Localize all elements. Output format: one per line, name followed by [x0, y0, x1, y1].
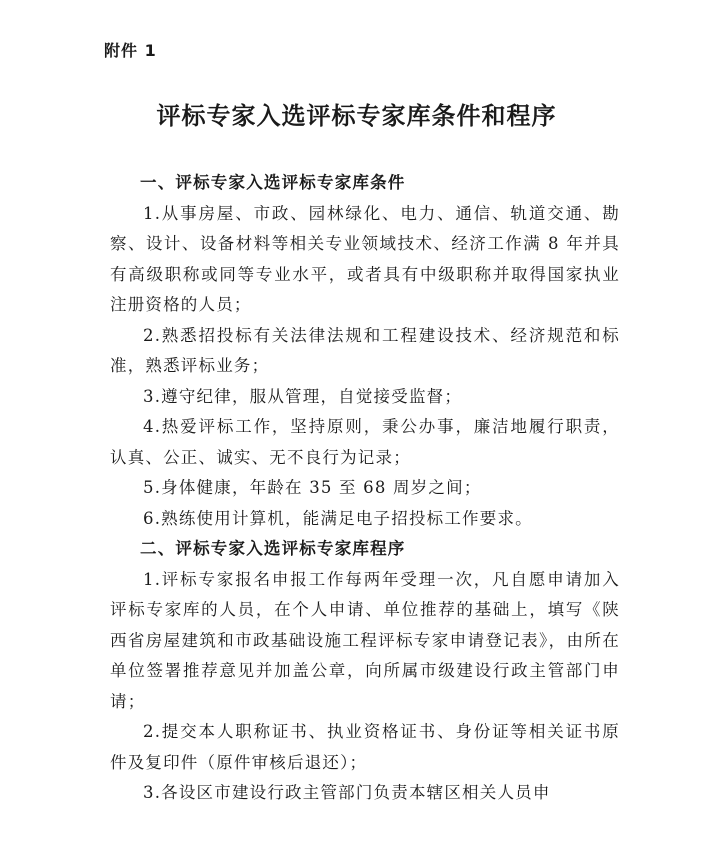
procedure-item: 3.各设区市建设行政主管部门负责本辖区相关人员申 — [143, 783, 551, 802]
condition-item: 6.熟练使用计算机，能满足电子招投标工作要求。 — [143, 508, 533, 528]
procedure-item: 1.评标专家报名申报工作每两年受理一次，凡自愿申请加入评标专家库的人员，在个人申请、单位推荐的基础上，填写《陕西省房屋建筑和市政基础设施工程评标专家申请登记表》，由所在单位签署推荐意见并加盖公章，向所属市级建设行政主管部门申请； — [110, 569, 620, 711]
condition-item: 2.熟悉招投标有关法律法规和工程建设技术、经济规范和标准，熟悉评标业务； — [110, 325, 620, 375]
section-heading-conditions: 一、评标专家入选评标专家库条件 — [140, 173, 406, 192]
section-heading-procedure: 二、评标专家入选评标专家库程序 — [140, 539, 406, 558]
condition-item: 5.身体健康，年龄在 35 至 68 周岁之间； — [143, 478, 482, 497]
document-title: 评标专家入选评标专家库条件和程序 — [156, 102, 557, 130]
document-body — [110, 168, 620, 809]
condition-item: 4.热爱评标工作，坚持原则，秉公办事，廉洁地履行职责，认真、公正、诚实、无不良行为记录； — [110, 417, 620, 467]
attachment-label: 附件 1 — [104, 41, 157, 60]
condition-item: 1.从事房屋、市政、园林绿化、电力、通信、轨道交通、勘察、设计、设备材料等相关专业领域技术、经济工作满 8 年并具有高级职称或同等专业水平，或者具有中级职称并取得国家执业注册资格的人员； — [110, 203, 620, 314]
condition-item: 3.遵守纪律，服从管理，自觉接受监督； — [143, 386, 463, 406]
procedure-item: 2.提交本人职称证书、执业资格证书、身份证等相关证书原件及复印件（原件审核后退还）； — [110, 722, 620, 772]
